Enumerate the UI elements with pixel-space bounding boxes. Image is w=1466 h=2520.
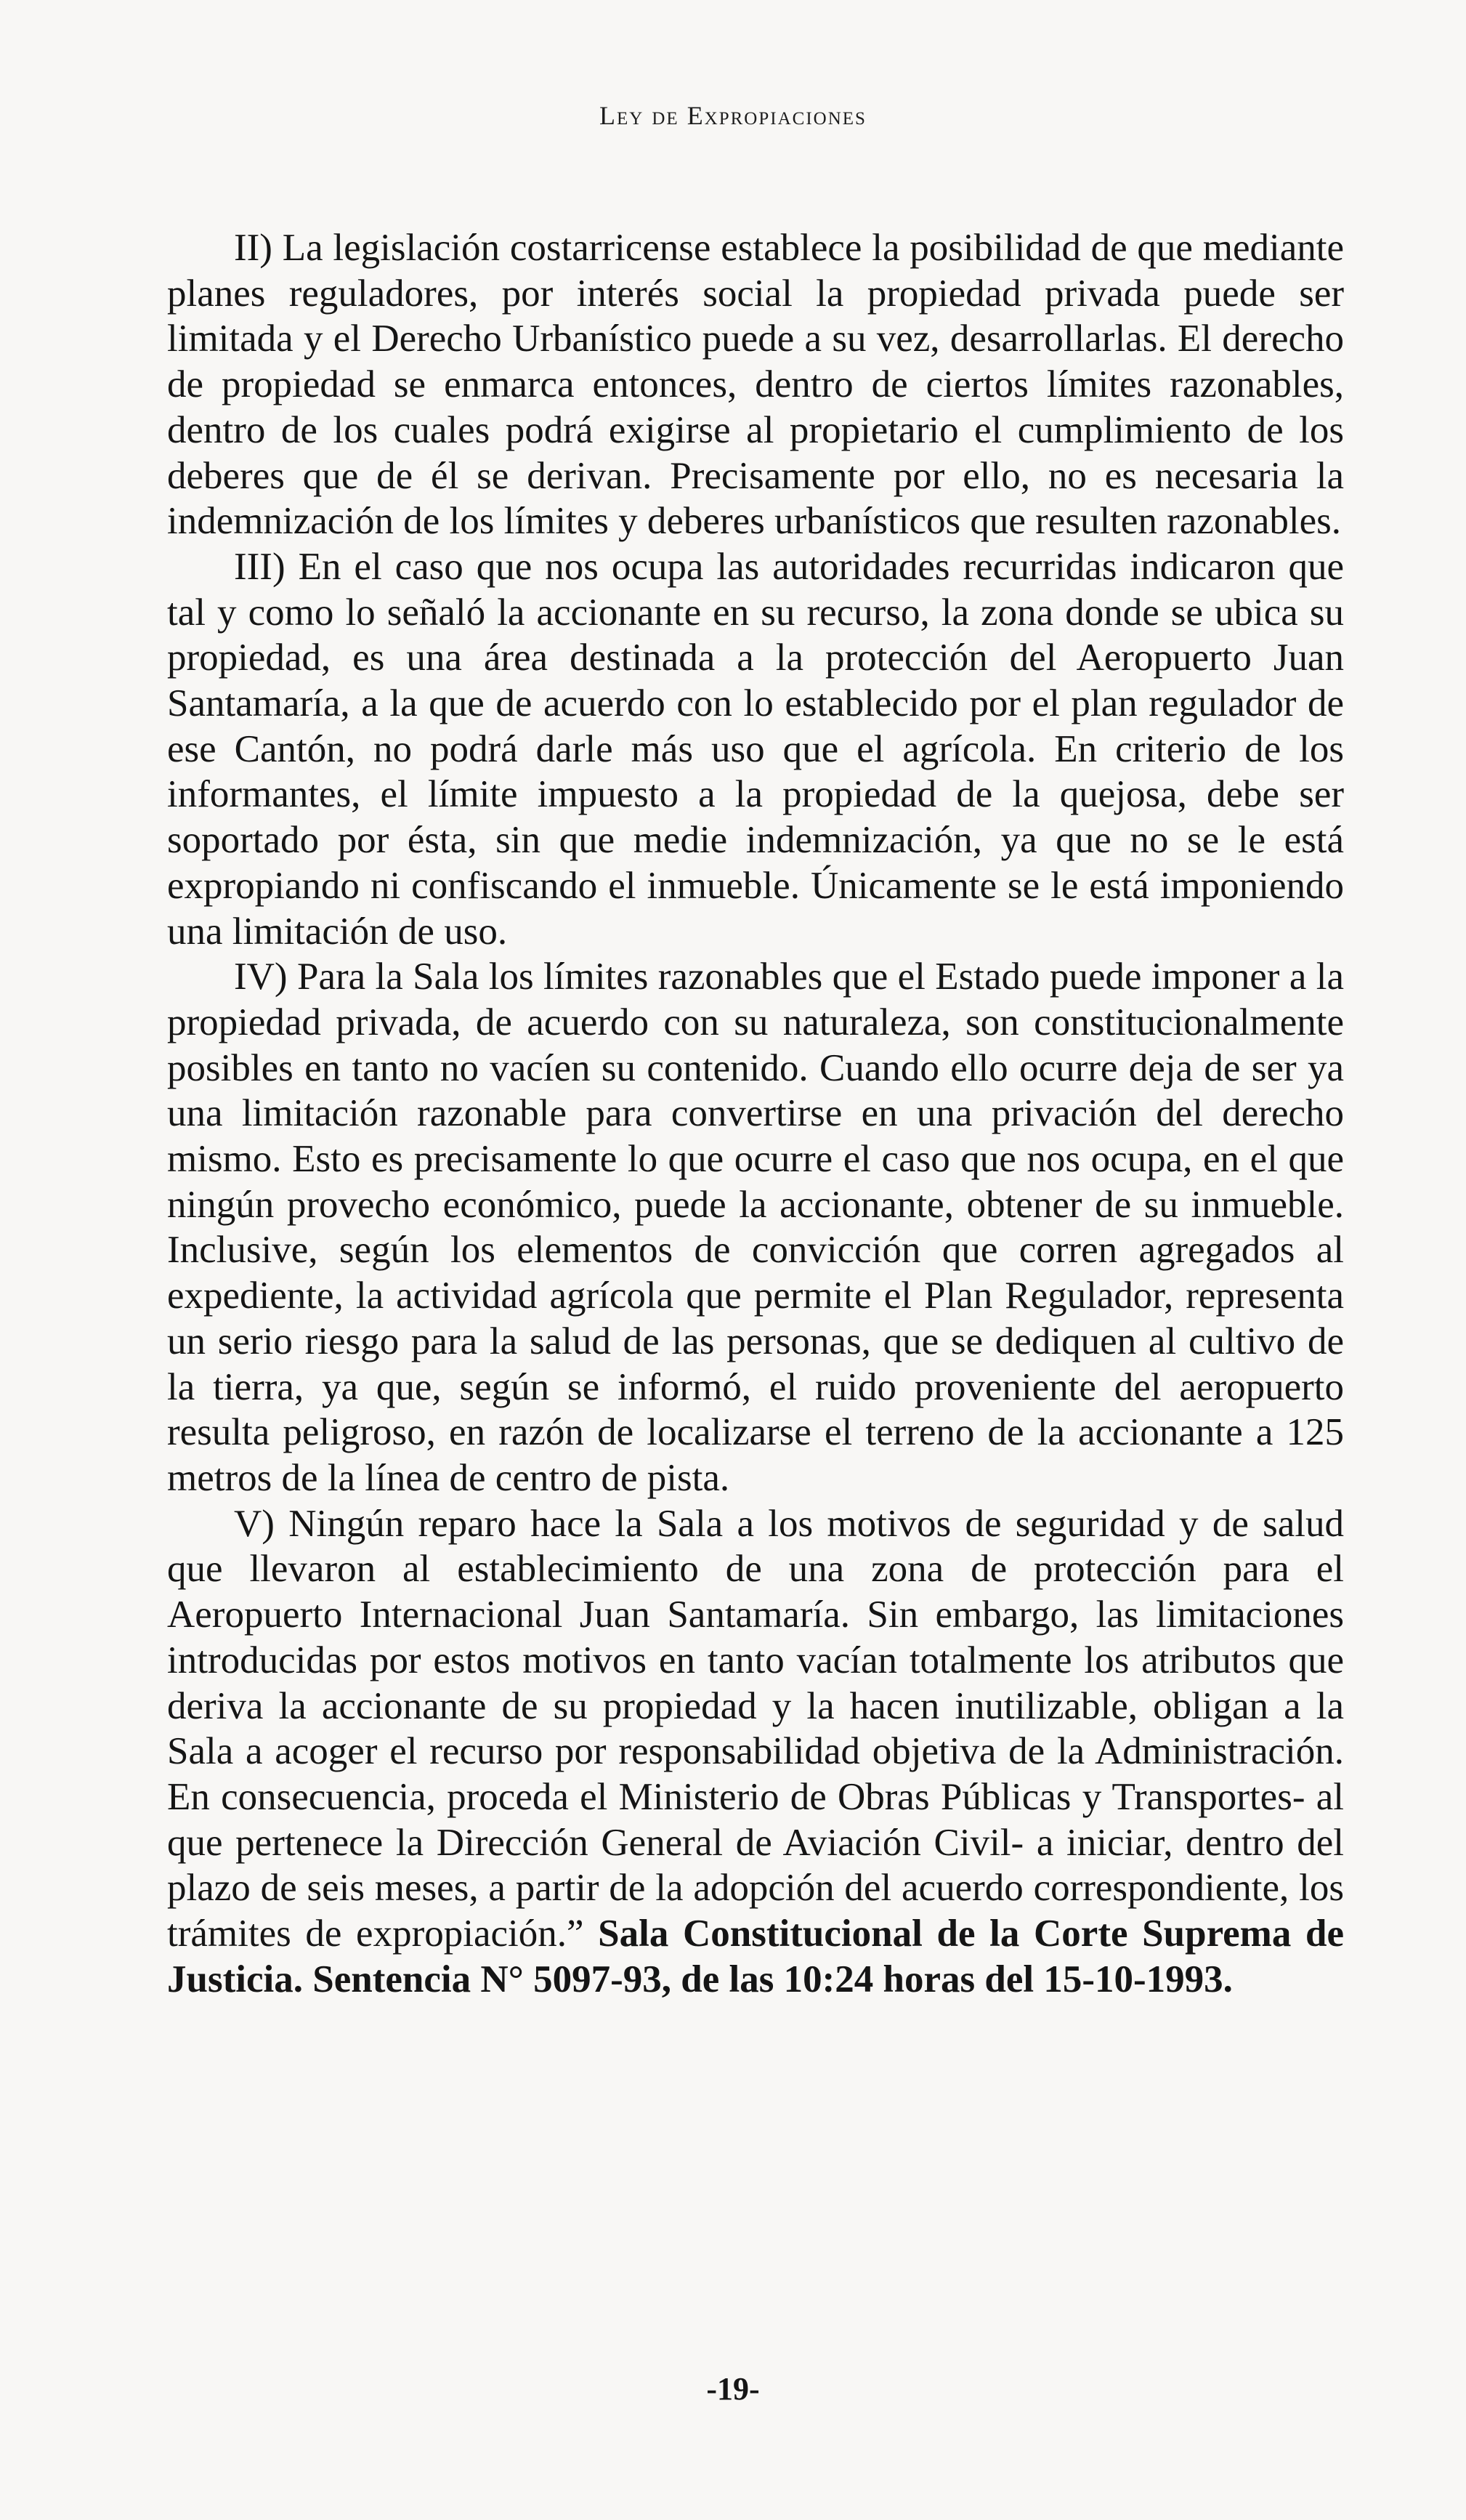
paragraph-ii: II) La legislación costarricense establece la posibilidad de que mediante planes reguladores, por interés social la propiedad privada puede ser limitada y el Derecho Urbanístico puede a su vez, desarrollarlas. El derecho de propiedad se enmarca entonces, dentro de ciertos límites razonables, dentro de los cuales podrá exigirse al propietario el cumplimiento de los deberes que de él se derivan. Precisamente por ello, no es necesaria la indemnización de los límites y deberes urbanísticos que resulten razonables.: [167, 227, 1344, 543]
paragraph-iii: III) En el caso que nos ocupa las autoridades recurridas indicaron que tal y como lo señaló la accionante en su recurso, la zona donde se ubica su propiedad, es una área destinada a la protección del Aeropuerto Juan Santamaría, a la que de acuerdo con lo establecido por el plan regulador de ese Cantón, no podrá darle más uso que el agrícola. En criterio de los informantes, el límite impuesto a la propiedad de la quejosa, debe ser soportado por ésta, sin que medie indemnización, ya que no se le está expropiando ni confiscando el inmueble. Únicamente se le está imponiendo una limitación de uso.: [167, 545, 1344, 953]
court-citation: Sala Constitucional de la Corte Suprema de Justicia. Sentencia N° 5097-93, de las 10:24 horas del 15-10-1993.: [167, 1913, 1344, 2000]
paragraph-iv: IV) Para la Sala los límites razonables que el Estado puede imponer a la propiedad privada, de acuerdo con su naturaleza, son constitucionalmente posibles en tanto no vacíen su contenido. Cuando ello ocurre deja de ser ya una limitación razonable para convertirse en una privación del derecho mismo. Esto es precisamente lo que ocurre el caso que nos ocupa, en el que ningún provecho económico, puede la accionante, obtener de su inmueble. Inclusive, según los elementos de convicción que corren agregados al expediente, la actividad agrícola que permite el Plan Regulador, representa un serio riesgo para la salud de las personas, que se dediquen al cultivo de la tierra, ya que, según se informó, el ruido proveniente del aeropuerto resulta peligroso, en razón de localizarse el terreno de la accionante a 125 metros de la línea de centro de pista.: [167, 956, 1344, 1499]
paragraph-v: [167, 1501, 1344, 2003]
body-text: [167, 225, 1344, 2002]
paragraph-v-text: V) Ningún reparo hace la Sala a los motivos de seguridad y de salud que llevaron al establecimiento de una zona de protección para el Aeropuerto Internacional Juan Santamaría. Sin embargo, las limitaciones introducidas por estos motivos en tanto vacían totalmente los atributos que deriva la accionante de su propiedad y la hacen inutilizable, obligan a la Sala a acoger el recurso por responsabilidad objetiva de la Administración. En consecuencia, proceda el Ministerio de Obras Públicas y Transportes- al que pertenece la Dirección General de Aviación Civil- a iniciar, dentro del plazo de seis meses, a partir de la adopción del acuerdo correspondiente, los trámites de expropiación.”: [167, 1502, 1344, 1955]
running-header: Ley de Expropiaciones: [599, 101, 867, 130]
page-number: -19-: [706, 2371, 760, 2407]
